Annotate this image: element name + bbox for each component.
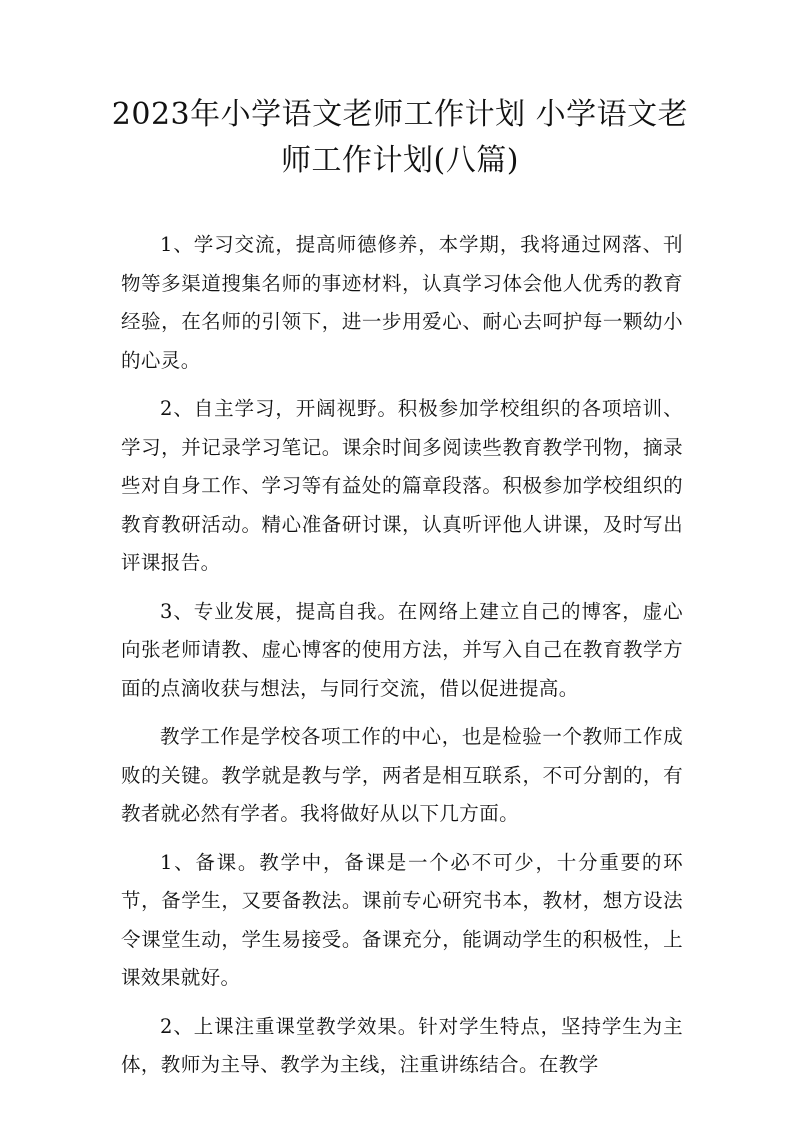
document-title (100, 92, 700, 184)
paragraph: 2、上课注重课堂教学效果。针对学生特点，坚持学生为主体，教师为主导、教学为主线，注重讲练结合。在教学 (121, 1014, 683, 1076)
paragraph: 2、自主学习，开阔视野。积极参加学校组织的各项培训、学习，并记录学习笔记。课余时间多阅读些教育教学刊物，摘录些对自身工作、学习等有益处的篇章段落。积极参加学校组织的教育教研活动。精心准备研讨课，认真听评他人讲课，及时写出评课报告。 (121, 397, 683, 574)
paragraph: 1、备课。教学中，备课是一个必不可少，十分重要的环节，备学生，又要备教法。课前专心研究书本，教材，想方设法令课堂生动，学生易接受。备课充分，能调动学生的积极性，上课效果就好。 (121, 850, 683, 989)
document-body (121, 226, 683, 1095)
paragraph: 1、学习交流，提高师德修养，本学期，我将通过网落、刊物等多渠道搜集名师的事迹材料，认真学习体会他人优秀的教育经验，在名师的引领下，进一步用爱心、耐心去呵护每一颗幼小的心灵。 (121, 233, 683, 372)
document-title-line-1: 2023年小学语文老师工作计划 小学语文老 (111, 97, 689, 132)
paragraph: 3、专业发展，提高自我。在网络上建立自己的博客，虚心向张老师请教、虚心博客的使用方法，并写入自己在教育教学方面的点滴收获与想法，与同行交流，借以促进提高。 (121, 599, 683, 700)
paragraph: 教学工作是学校各项工作的中心，也是检验一个教师工作成败的关键。教学就是教与学，两者是相互联系，不可分割的，有教者就必然有学者。我将做好从以下几方面。 (121, 725, 683, 825)
document-title-line-2: 师工作计划(八篇) (281, 143, 519, 178)
